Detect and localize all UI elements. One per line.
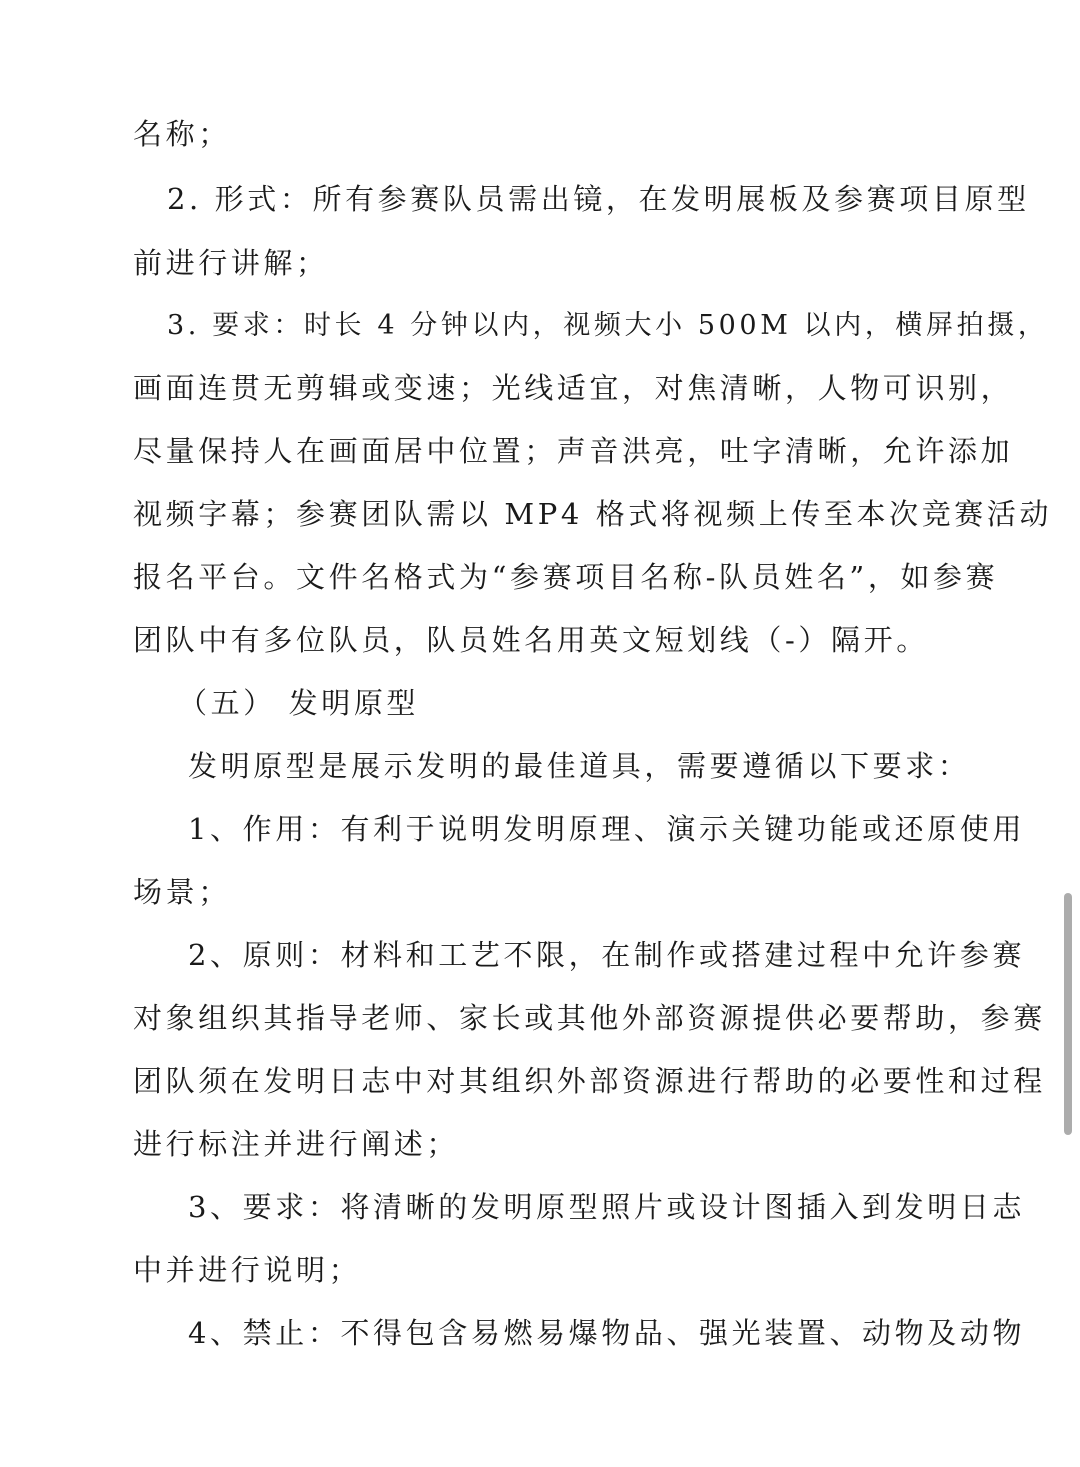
text-line: 尽量保持人在画面居中位置；声音洪亮，吐字清晰，允许添加 — [133, 434, 1014, 468]
text-line: 4、禁止：不得包含易燃易爆物品、强光装置、动物及动物 — [188, 1316, 1026, 1350]
text-line: 团队须在发明日志中对其组织外部资源进行帮助的必要性和过程 — [133, 1064, 1046, 1098]
text-line: 2. 形式：所有参赛队员需出镜，在发明展板及参赛项目原型 — [167, 182, 1030, 216]
text-line: 对象组织其指导老师、家长或其他外部资源提供必要帮助，参赛 — [133, 1001, 1046, 1035]
vertical-scrollbar[interactable] — [1064, 893, 1072, 1135]
text-line: 视频字幕；参赛团队需以 MP4 格式将视频上传至本次竞赛活动 — [133, 497, 1053, 531]
section-heading: （五） 发明原型 — [178, 686, 420, 720]
text-line: 3、要求：将清晰的发明原型照片或设计图插入到发明日志 — [188, 1190, 1026, 1224]
text-line: 3. 要求：时长 4 分钟以内，视频大小 500M 以内，横屏拍摄， — [167, 310, 1049, 341]
text-line: 报名平台。文件名格式为“参赛项目名称-队员姓名”，如参赛 — [133, 560, 999, 594]
text-line: 中并进行说明； — [133, 1253, 362, 1287]
text-line: 前进行讲解； — [133, 246, 329, 280]
text-line: 画面连贯无剪辑或变速；光线适宜，对焦清晰，人物可识别， — [133, 371, 1014, 405]
text-line: 1、作用：有利于说明发明原理、演示关键功能或还原使用 — [188, 812, 1026, 846]
text-line: 进行标注并进行阐述； — [133, 1127, 460, 1161]
text-line: 发明原型是展示发明的最佳道具，需要遵循以下要求： — [188, 749, 971, 783]
text-line: 名称； — [133, 117, 231, 151]
text-line: 2、原则：材料和工艺不限，在制作或搭建过程中允许参赛 — [188, 938, 1026, 972]
text-line: 场景； — [133, 875, 231, 909]
text-line: 团队中有多位队员，队员姓名用英文短划线（-）隔开。 — [133, 623, 929, 657]
